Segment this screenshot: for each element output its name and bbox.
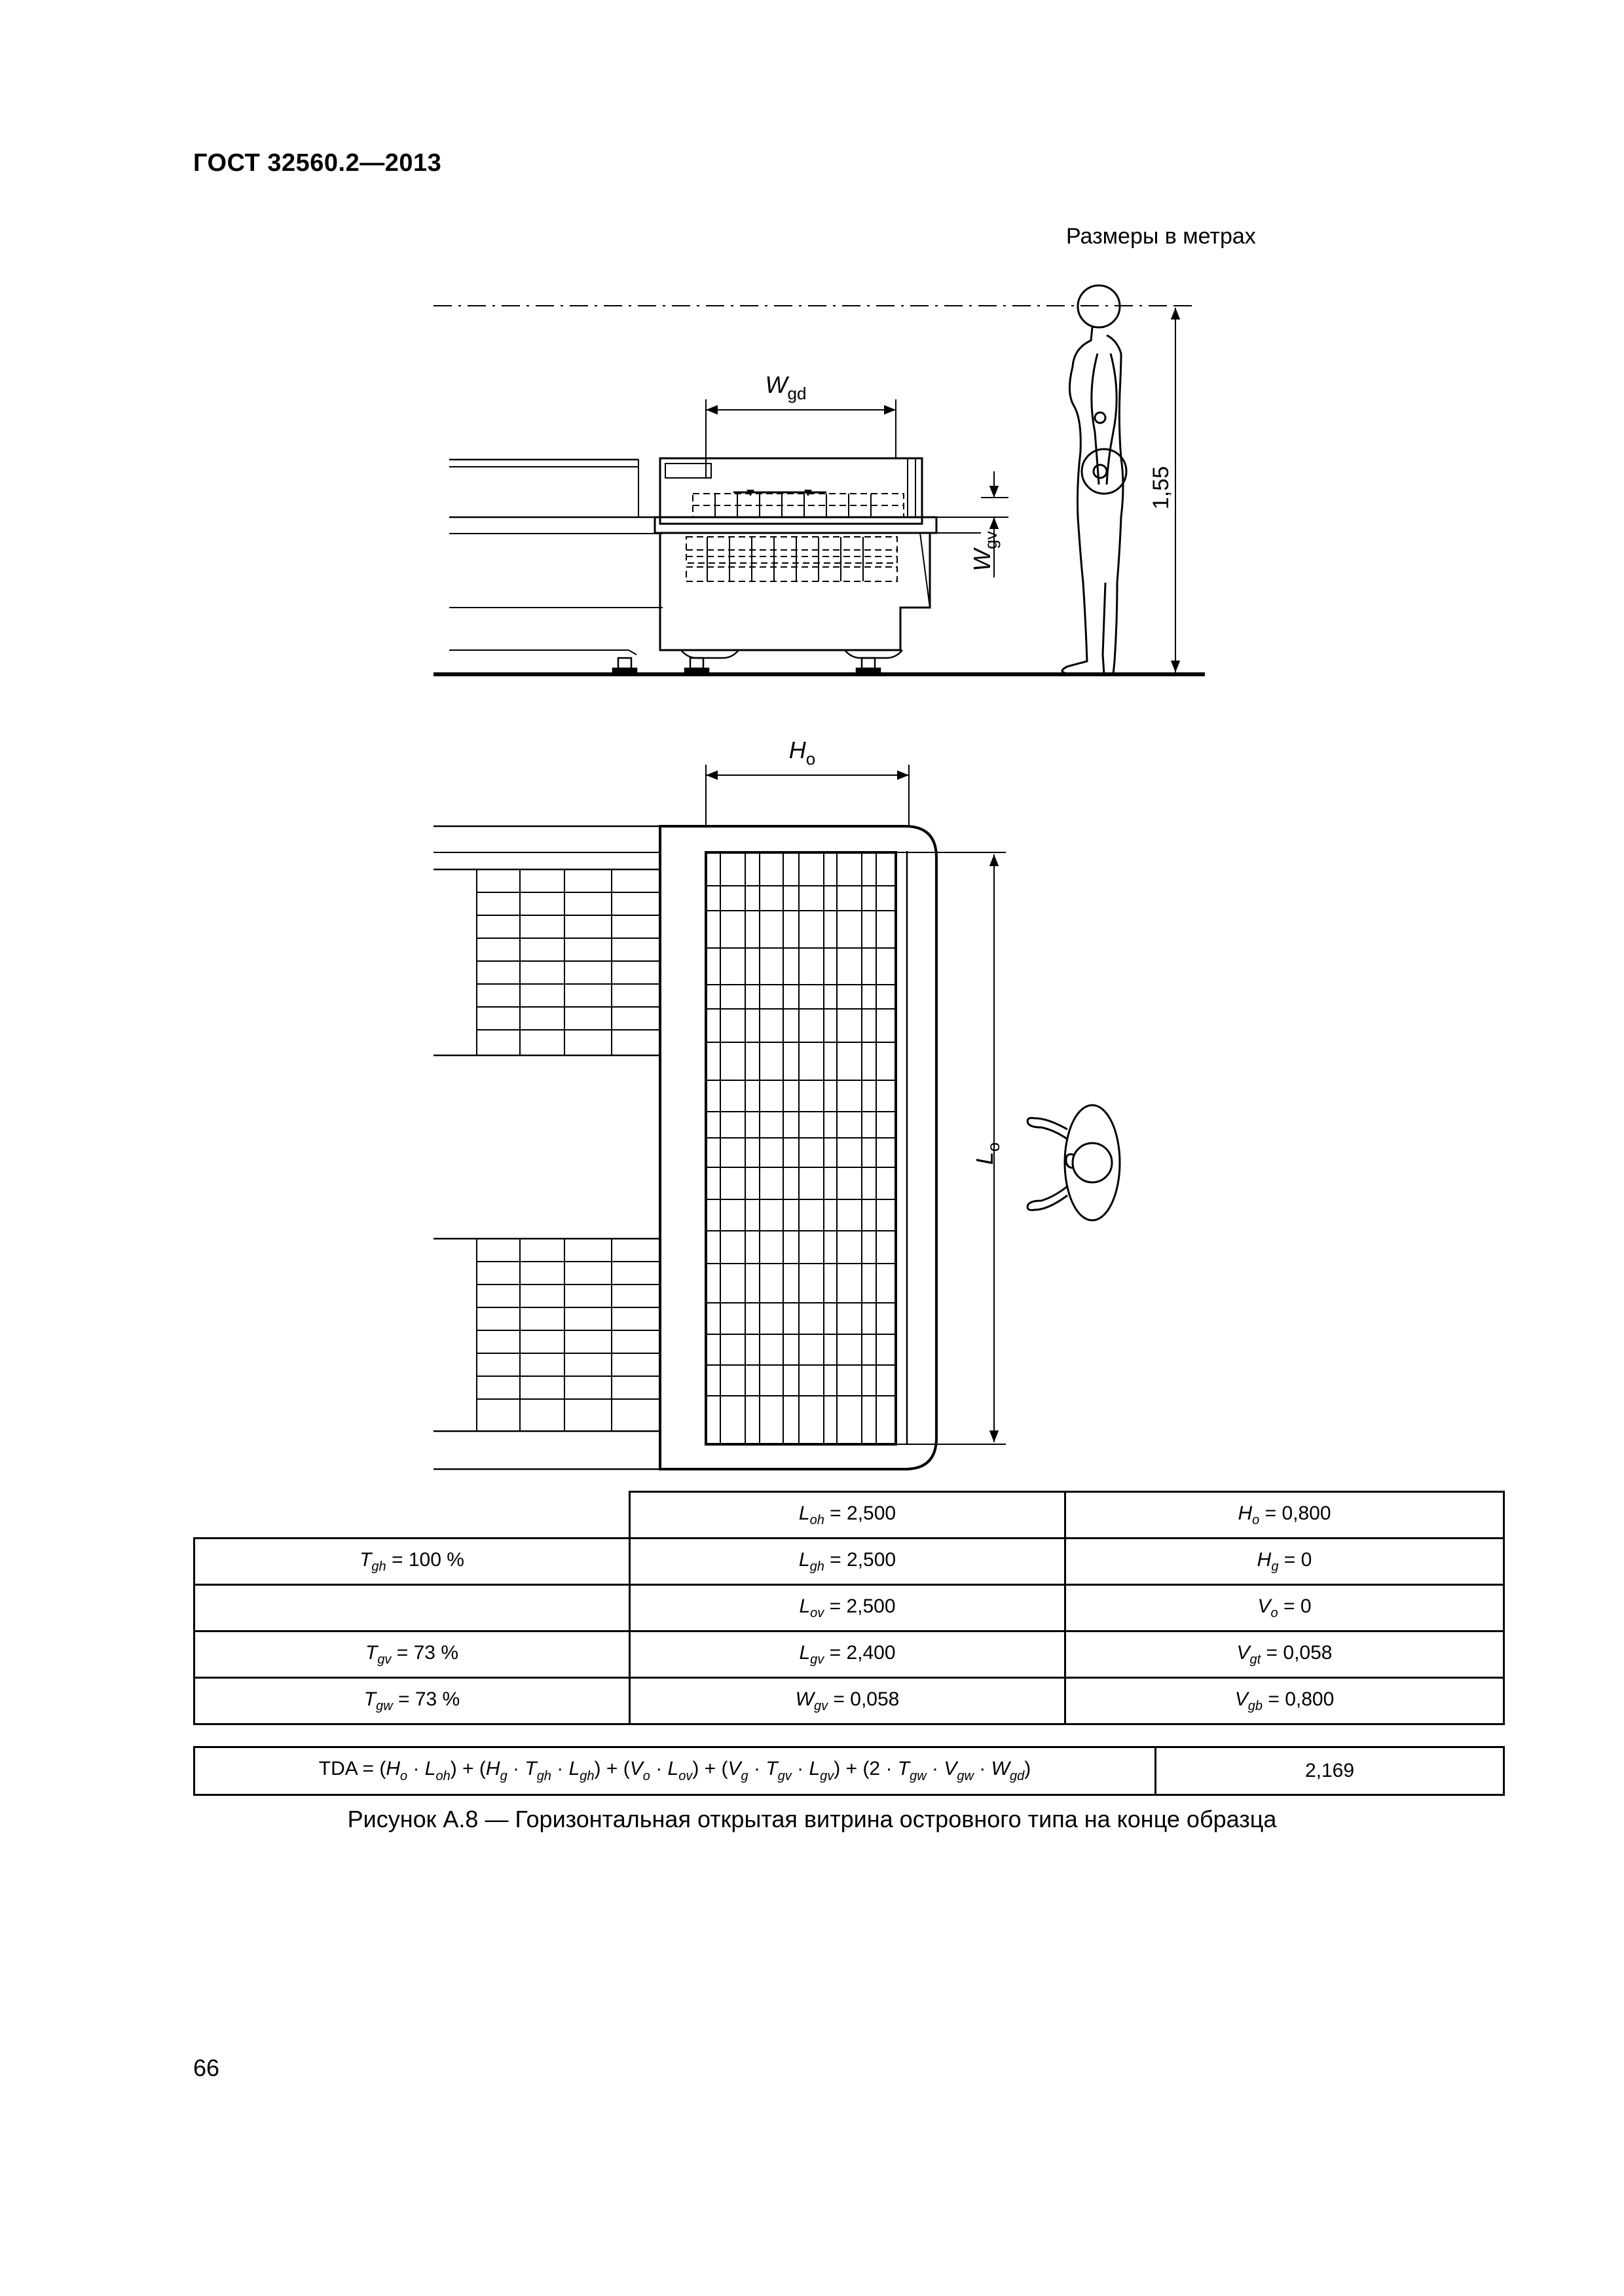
table-cell — [630, 1678, 1065, 1724]
cell-symbol: H — [1257, 1548, 1272, 1571]
cell-subscript: ov — [810, 1605, 824, 1620]
figure-caption: Рисунок А.8 — Горизонтальная открытая витрина островного типа на конце образца — [347, 1806, 1277, 1832]
cell-symbol: L — [798, 1548, 810, 1571]
table-cell — [1065, 1631, 1504, 1678]
dim-label-wgd — [766, 371, 807, 403]
table-row — [194, 1585, 1504, 1631]
cell-subscript: o — [1252, 1512, 1260, 1527]
cell-subscript: gv — [810, 1652, 824, 1667]
table-cell — [194, 1585, 630, 1631]
dim-label-wgd-sub: gd — [787, 384, 807, 403]
cell-symbol: L — [798, 1502, 810, 1524]
cell-value: = 0,058 — [828, 1688, 900, 1710]
cell-subscript: gh — [371, 1559, 386, 1574]
cell-symbol: L — [799, 1641, 811, 1664]
dim-label-lo-sym: L — [971, 1152, 998, 1165]
cell-value: = 2,500 — [824, 1548, 896, 1571]
dim-label-ho — [789, 737, 815, 769]
table-cell — [1065, 1539, 1504, 1585]
cell-subscript: gh — [809, 1559, 824, 1574]
cell-subscript: gv — [377, 1652, 392, 1667]
tda-value: 2,169 — [1156, 1747, 1504, 1795]
cell-value: = 0,800 — [1263, 1688, 1335, 1710]
page-number: 66 — [193, 2054, 220, 2081]
dim-label-height: 1,55 — [1149, 465, 1173, 510]
cell-value: = 0 — [1278, 1548, 1312, 1571]
table-cell — [1065, 1492, 1504, 1539]
cell-value: = 0,058 — [1261, 1641, 1333, 1664]
table-cell — [194, 1631, 630, 1678]
cell-subscript: gw — [376, 1698, 393, 1713]
cell-subscript: g — [1271, 1559, 1279, 1574]
cell-symbol: T — [360, 1548, 372, 1571]
cell-subscript: oh — [809, 1512, 824, 1527]
table-cell — [194, 1678, 630, 1724]
cell-symbol: L — [799, 1595, 811, 1617]
dim-label-ho-sym: H — [788, 737, 806, 763]
table-cell — [630, 1492, 1065, 1539]
table-row — [194, 1631, 1504, 1678]
cell-value: = 2,500 — [824, 1595, 896, 1617]
dim-label-wgv — [969, 531, 1001, 571]
table-row — [194, 1747, 1504, 1795]
units-note: Размеры в метрах — [1066, 224, 1256, 249]
cell-symbol: W — [795, 1688, 814, 1710]
table-cell — [194, 1492, 630, 1539]
cell-symbol: V — [1257, 1595, 1271, 1617]
document-title: ГОСТ 32560.2—2013 — [193, 149, 442, 177]
cell-symbol: H — [1238, 1502, 1253, 1524]
table-cell — [1065, 1585, 1504, 1631]
table-row — [194, 1492, 1504, 1539]
cell-symbol: T — [365, 1641, 378, 1664]
cell-value: = 73 % — [391, 1641, 459, 1664]
tda-formula: TDA = $(H_o \cdot L_{oh}) + (H_g \cdot T_{gh} \cdot L_{gh}) + (V_o \cdot L_{ov}) + (V_g \cdot T_{gv} \cdot L_{gv}) + (2 \cdot T_{gw} \cdot V_{gw} \cdot W_{gd})$ — [194, 1747, 1156, 1795]
dim-label-wgv-sym: W — [969, 549, 995, 572]
dim-label-lo-sub: o — [984, 1142, 1003, 1152]
side-elevation-view — [434, 306, 1205, 674]
dim-label-wgv-sub: gv — [981, 531, 1001, 549]
cell-symbol: T — [363, 1688, 377, 1710]
parameters-table — [193, 1491, 1505, 1725]
cell-value: = 0 — [1278, 1595, 1312, 1617]
cell-symbol: V — [1236, 1641, 1250, 1664]
dim-label-wgd-sym: W — [765, 371, 788, 398]
table-cell — [630, 1631, 1065, 1678]
person-top-view-figure — [1027, 1105, 1120, 1220]
dim-label-lo — [971, 1142, 1003, 1165]
cell-value: = 73 % — [392, 1688, 460, 1710]
cell-value: = 2,400 — [824, 1641, 896, 1664]
cell-value: = 100 % — [386, 1548, 464, 1571]
cell-subscript: o — [1270, 1605, 1278, 1620]
table-row — [194, 1678, 1504, 1724]
cell-subscript: gt — [1249, 1652, 1261, 1667]
plan-view — [434, 765, 1006, 1469]
cell-value: = 0,800 — [1259, 1502, 1331, 1524]
table-cell — [630, 1539, 1065, 1585]
table-cell — [1065, 1678, 1504, 1724]
table-cell — [630, 1585, 1065, 1631]
cell-value: = 2,500 — [824, 1502, 896, 1524]
cell-symbol: V — [1234, 1688, 1248, 1710]
table-cell — [194, 1539, 630, 1585]
cell-subscript: gb — [1247, 1698, 1263, 1713]
standing-person-figure — [1062, 285, 1126, 674]
cell-subscript: gv — [813, 1698, 828, 1713]
dim-label-ho-sub: o — [805, 749, 816, 769]
table-row — [194, 1539, 1504, 1585]
tda-formula-table — [193, 1746, 1505, 1796]
